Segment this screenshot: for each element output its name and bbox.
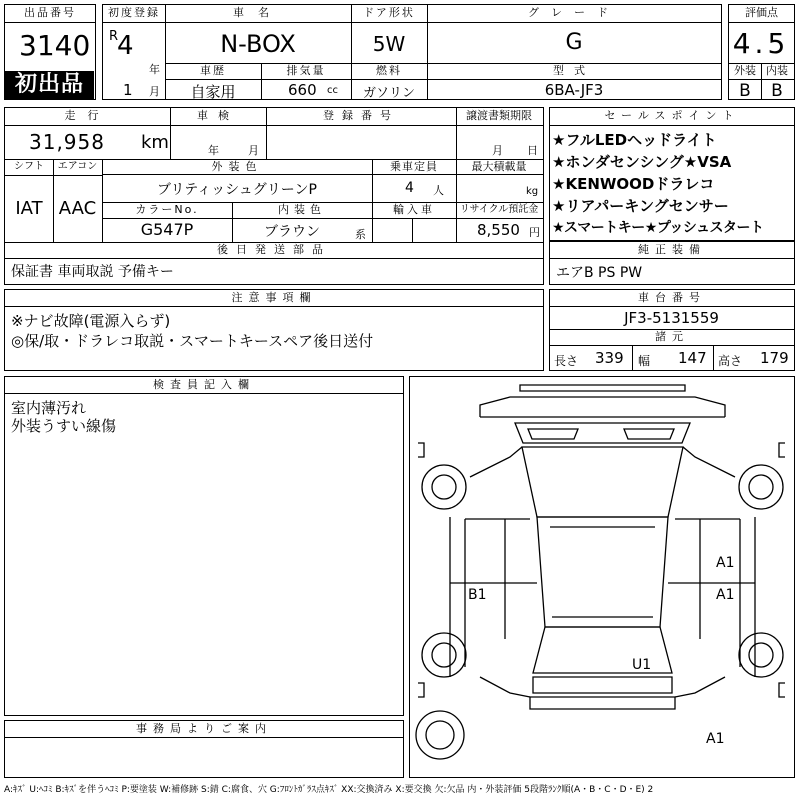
transfer-label: 譲渡書類期限 (466, 109, 532, 122)
recycle-amount: 8,550 (477, 221, 520, 239)
interior-label: 内装 (766, 64, 788, 77)
grade: G (565, 30, 583, 55)
notes-box (4, 289, 544, 371)
interior-grade: B (771, 81, 783, 101)
max-load-label: 最大積載量 (471, 160, 527, 173)
inspection-year-unit: 年 (208, 144, 219, 157)
first-listing-badge: 初出品 (5, 71, 94, 99)
chassis-box (549, 289, 795, 371)
capacity-unit: 人 (433, 184, 444, 197)
sales-points-label: セールスポイント (604, 109, 740, 122)
inspector-note: 外装うすい線傷 (11, 417, 117, 435)
width-label: 幅 (638, 354, 651, 368)
width: 147 (678, 349, 707, 367)
damage-mark: A1 (706, 731, 725, 747)
car-name: N-BOX (220, 30, 296, 58)
note-line: ◎保/取・ドラレコ取説・スマートキースペア後日送付 (11, 332, 374, 350)
mileage: 31,958 (29, 130, 105, 154)
overall-score: 4.5 (732, 27, 790, 60)
score-label: 評価点 (745, 6, 778, 19)
sales-point-item: ★ホンダセンシング★VSA (552, 153, 732, 171)
mileage-unit: km (141, 132, 169, 153)
length-label: 長さ (554, 354, 579, 368)
sales-point-item: ★リアパーキングセンサー (552, 197, 729, 215)
lot-number: 3140 (19, 29, 91, 62)
inspector-note: 室内薄汚れ (11, 399, 87, 417)
inspection-label: 車検 (197, 109, 239, 122)
car-name-label: 車名 (233, 6, 283, 19)
shift-label: シフト (14, 161, 44, 172)
first-reg-year: 4 (117, 31, 134, 61)
height-label: 高さ (718, 354, 743, 368)
capacity: 4 (405, 180, 414, 196)
history-label: 車歴 (200, 64, 226, 77)
damage-mark: U1 (632, 657, 652, 673)
fuel: ガソリン (362, 86, 415, 101)
year-unit: 年 (149, 63, 160, 76)
damage-mark: B1 (468, 587, 487, 603)
ac-label: エアコン (57, 161, 98, 172)
later-parts-label: 後日発送部品 (217, 243, 331, 256)
transfer-month-unit: 月 (492, 144, 503, 157)
standard-equipment: エアB PS PW (556, 265, 643, 281)
shift: IAT (15, 198, 43, 219)
month-unit: 月 (149, 85, 160, 98)
plate-label: 登録番号 (323, 109, 399, 122)
sales-points-box (549, 107, 795, 241)
length: 339 (595, 349, 624, 367)
interior-color-label: 内装色 (278, 203, 326, 216)
damage-mark: A1 (716, 587, 735, 603)
ac: AAC (58, 198, 97, 219)
standard-equipment-box (549, 241, 795, 285)
displacement-unit: cc (327, 85, 338, 96)
first-reg-month: 1 (123, 81, 133, 99)
era: R (109, 29, 119, 44)
mileage-label: 走行 (64, 109, 111, 122)
car-diagram (410, 377, 793, 776)
later-parts: 保証書 車両取説 予備キー (11, 264, 174, 280)
import-label: 輸入車 (393, 203, 435, 216)
height: 179 (760, 349, 789, 367)
fuel-label: 燃料 (376, 64, 402, 77)
first-reg-label: 初度登録 (108, 6, 160, 19)
recycle-unit: 円 (529, 226, 540, 239)
note-line: ※ナビ故障(電源入らず) (11, 312, 171, 330)
color-no-label: カラーNo. (135, 203, 199, 216)
notes-label: 注意事項欄 (231, 291, 317, 304)
car-diagram-box (409, 376, 795, 778)
grade-label: グレード (528, 6, 620, 19)
door-type: 5W (372, 32, 406, 56)
standard-equipment-label: 純正装備 (638, 243, 706, 256)
interior-color-unit: 系 (355, 228, 366, 241)
exterior-color-label: 外装色 (211, 160, 263, 173)
score-box (728, 4, 795, 100)
office-label: 事務局よりご案内 (136, 722, 272, 735)
info-header-box (102, 4, 722, 100)
exterior-grade: B (739, 81, 751, 101)
model: 6BA-JF3 (544, 81, 604, 99)
transfer-day-unit: 日 (527, 144, 538, 157)
lot-box (4, 4, 96, 100)
dims-label: 諸元 (655, 330, 689, 343)
inspector-label: 検査員記入欄 (153, 378, 255, 391)
exterior-color: ブリティッシュグリーンP (157, 182, 317, 198)
history: 自家用 (190, 83, 236, 101)
capacity-label: 乗車定員 (390, 160, 438, 173)
damage-mark: A1 (716, 555, 735, 571)
model-label: 型式 (553, 64, 595, 77)
inspection-month-unit: 月 (248, 144, 259, 157)
damage-legend: A:ｷｽﾞ U:ﾍｺﾐ B:ｷｽﾞを伴うﾍｺﾐ P:要塗装 W:補修跡 S:錆 C:腐食、穴 G:ﾌﾛﾝﾄｶﾞﾗｽ点ｷｽﾞ XX:交換済み X:要交換 欠:欠品 内・外装評価 5段階ﾗﾝｸ順(A・B・C・D・E) 2 (4, 785, 654, 795)
office-box (4, 720, 404, 778)
max-load-unit: kg (526, 186, 539, 197)
color-no: G547P (140, 220, 194, 239)
displacement: 660 (288, 81, 317, 99)
sales-point-item: ★KENWOODドラレコ (552, 175, 715, 193)
recycle-label: リサイクル預託金 (459, 204, 539, 215)
interior-color: ブラウン (264, 224, 320, 240)
lot-label: 出品番号 (24, 6, 76, 19)
sales-point-item: ★フルLEDヘッドライト (552, 131, 717, 149)
displacement-label: 排気量 (286, 64, 326, 77)
inspector-box (4, 376, 404, 716)
chassis-number: JF3-5131559 (624, 309, 719, 327)
details-box (4, 107, 544, 285)
door-label: ドア形状 (363, 6, 415, 19)
exterior-label: 外装 (734, 64, 756, 77)
sales-point-item: ★スマートキー★プッシュスタート (552, 220, 764, 236)
chassis-label: 車台番号 (638, 291, 706, 304)
